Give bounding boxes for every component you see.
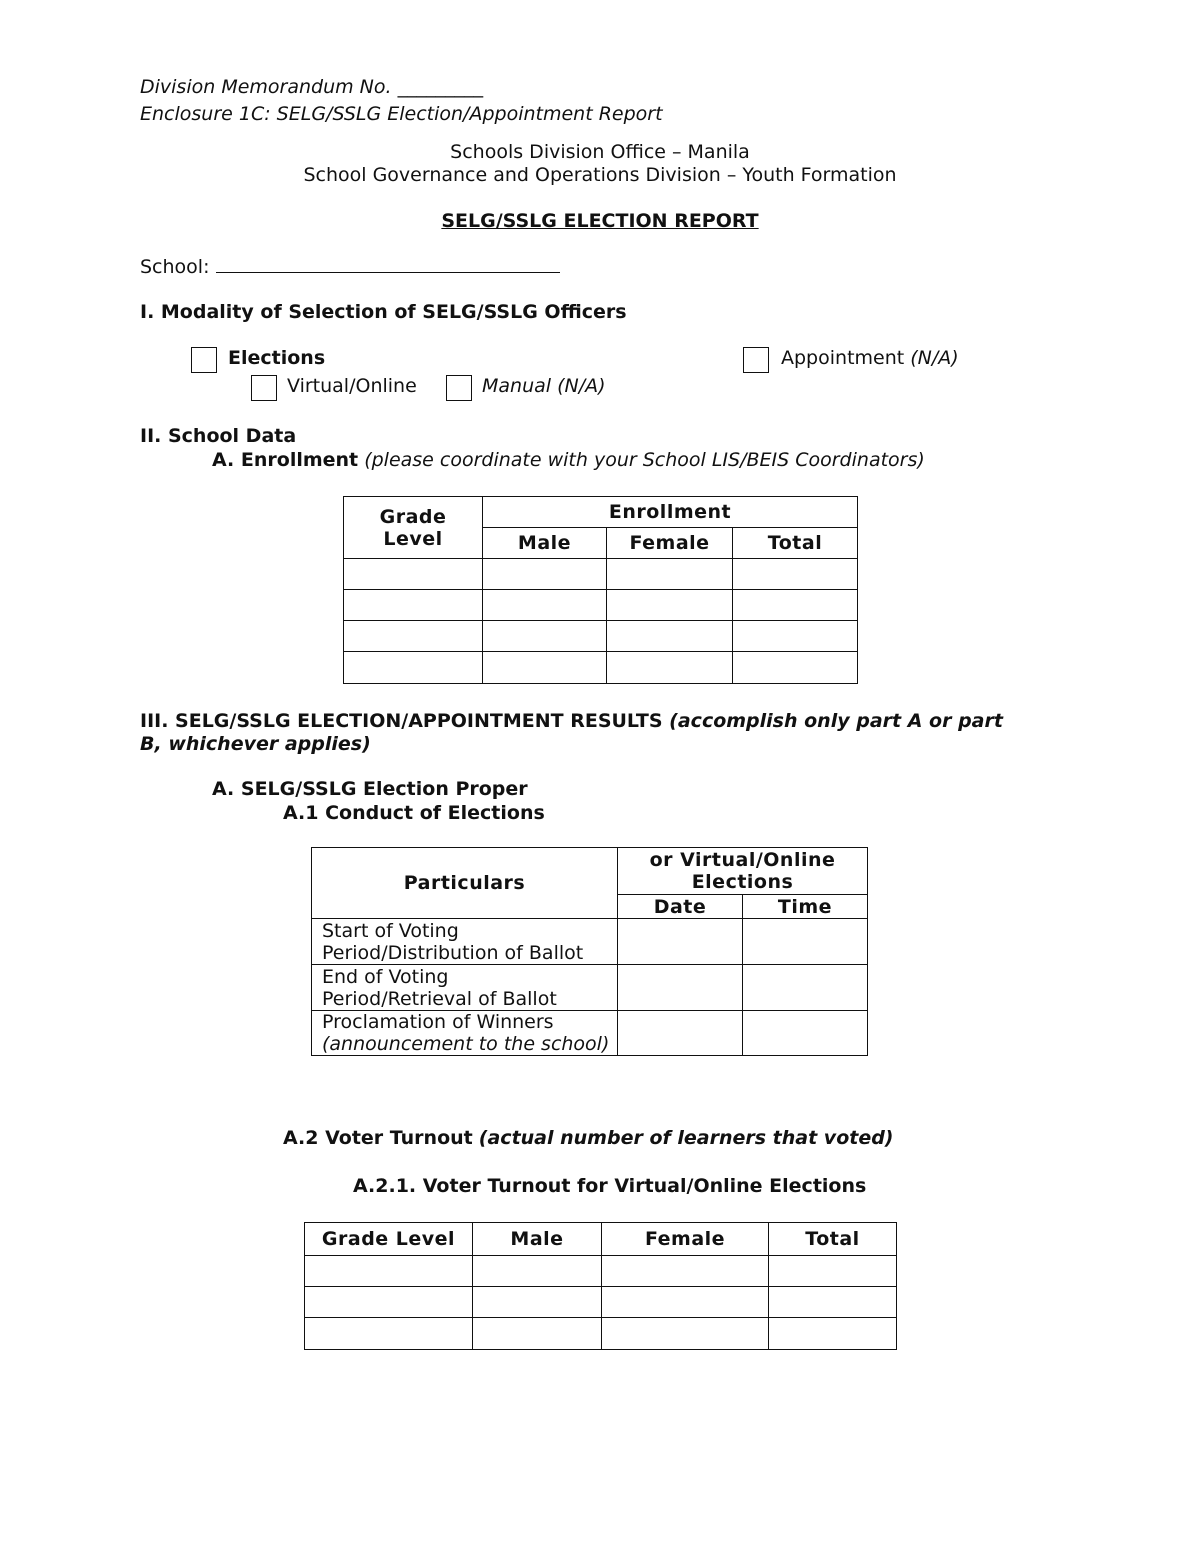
school-input-line[interactable] — [216, 272, 560, 273]
elections-label: Elections — [228, 347, 326, 369]
part-a-heading: A. SELG/SSLG Election Proper — [212, 778, 528, 800]
table-cell[interactable] — [607, 621, 733, 652]
table-cell[interactable] — [305, 1256, 473, 1287]
memo-number: Division Memorandum No. _________ — [140, 76, 484, 98]
female-header: Female — [607, 528, 733, 559]
table-cell[interactable] — [769, 1318, 897, 1350]
particular-line: Period/Retrieval of Ballot — [322, 987, 557, 1010]
table-row — [344, 652, 858, 684]
appointment-note: (N/A) — [910, 347, 959, 369]
a2-note: (actual number of learners that voted) — [478, 1127, 894, 1149]
table-cell[interactable] — [602, 1256, 769, 1287]
table-cell[interactable] — [483, 652, 607, 684]
table-row — [344, 559, 858, 590]
table-cell[interactable] — [602, 1287, 769, 1318]
enclosure-label: Enclosure 1C: SELG/SSLG Election/Appointment Report — [140, 103, 663, 125]
table-cell[interactable] — [607, 590, 733, 621]
enrollment-note: (please coordinate with your School LIS/BEIS Coordinators) — [364, 449, 925, 471]
appointment-label: Appointment — [781, 347, 905, 369]
conduct-table — [311, 847, 868, 1056]
virtual-checkbox[interactable] — [251, 375, 277, 401]
table-row — [312, 965, 868, 1011]
time-cell[interactable] — [743, 1011, 868, 1056]
section-2-heading: II. School Data — [140, 425, 297, 447]
table-cell[interactable] — [344, 652, 483, 684]
female-header: Female — [602, 1223, 769, 1256]
elections-checkbox[interactable] — [191, 347, 217, 373]
table-cell[interactable] — [733, 652, 858, 684]
grade-level-header: Grade Level — [305, 1223, 473, 1256]
division-name: School Governance and Operations Division – Youth Formation — [303, 164, 897, 186]
table-cell[interactable] — [473, 1256, 602, 1287]
a2-heading — [283, 1127, 894, 1149]
particular-line: Period/Distribution of Ballot — [322, 941, 584, 964]
table-cell[interactable] — [483, 559, 607, 590]
virtual-elections-header: or Virtual/Online Elections — [618, 848, 868, 895]
section-1-heading: I. Modality of Selection of SELG/SSLG Officers — [140, 301, 627, 323]
male-header: Male — [473, 1223, 602, 1256]
particular-cell — [312, 1011, 618, 1056]
table-cell[interactable] — [607, 559, 733, 590]
table-cell[interactable] — [344, 559, 483, 590]
table-cell[interactable] — [602, 1318, 769, 1350]
total-header: Total — [733, 528, 858, 559]
grade-level-header: Grade Level — [344, 497, 483, 559]
date-cell[interactable] — [618, 919, 743, 965]
turnout-table — [304, 1222, 897, 1350]
enrollment-header: Enrollment — [483, 497, 858, 528]
time-header: Time — [743, 895, 868, 919]
table-cell[interactable] — [344, 621, 483, 652]
total-header: Total — [769, 1223, 897, 1256]
particular-line: End of Voting — [322, 965, 449, 988]
male-header: Male — [483, 528, 607, 559]
section-3-note-2: B, whichever applies) — [140, 733, 371, 755]
table-cell[interactable] — [344, 590, 483, 621]
particular-line: (announcement to the school) — [322, 1033, 610, 1055]
table-row — [305, 1287, 897, 1318]
table-row — [344, 621, 858, 652]
table-cell[interactable] — [733, 590, 858, 621]
table-row — [305, 1256, 897, 1287]
date-cell[interactable] — [618, 1011, 743, 1056]
section-3-title: III. SELG/SSLG ELECTION/APPOINTMENT RESULTS — [140, 710, 663, 732]
table-row — [344, 590, 858, 621]
particular-cell — [312, 965, 618, 1011]
table-row — [312, 1011, 868, 1056]
section-3-note-1: (accomplish only part A or part — [669, 710, 1003, 732]
a21-heading: A.2.1. Voter Turnout for Virtual/Online Elections — [353, 1175, 867, 1197]
page-title: SELG/SSLG ELECTION REPORT — [441, 210, 759, 232]
time-cell[interactable] — [743, 919, 868, 965]
manual-checkbox[interactable] — [446, 375, 472, 401]
appointment-label-wrap — [781, 347, 959, 369]
office-name: Schools Division Office – Manila — [450, 141, 750, 163]
enrollment-heading — [212, 449, 925, 471]
table-cell[interactable] — [483, 590, 607, 621]
table-row — [312, 919, 868, 965]
table-row — [305, 1318, 897, 1350]
table-cell[interactable] — [733, 621, 858, 652]
enrollment-table — [343, 496, 858, 684]
particular-cell — [312, 919, 618, 965]
section-3-heading — [140, 710, 1003, 732]
table-cell[interactable] — [473, 1287, 602, 1318]
school-field — [140, 256, 560, 278]
particular-line: Start of Voting — [322, 919, 459, 942]
table-cell[interactable] — [473, 1318, 602, 1350]
a1-heading: A.1 Conduct of Elections — [283, 802, 545, 824]
table-cell[interactable] — [733, 559, 858, 590]
school-label: School: — [140, 256, 210, 278]
a2-label: A.2 Voter Turnout — [283, 1127, 473, 1149]
manual-label: Manual (N/A) — [482, 375, 606, 397]
virtual-label: Virtual/Online — [287, 375, 417, 397]
appointment-checkbox[interactable] — [743, 347, 769, 373]
time-cell[interactable] — [743, 965, 868, 1011]
particulars-header: Particulars — [312, 848, 618, 919]
particular-line: Proclamation of Winners — [322, 1011, 554, 1033]
table-cell[interactable] — [483, 621, 607, 652]
table-cell[interactable] — [769, 1256, 897, 1287]
date-header: Date — [618, 895, 743, 919]
table-cell[interactable] — [607, 652, 733, 684]
date-cell[interactable] — [618, 965, 743, 1011]
table-cell[interactable] — [769, 1287, 897, 1318]
enrollment-label: A. Enrollment — [212, 449, 359, 471]
table-cell[interactable] — [305, 1287, 473, 1318]
table-cell[interactable] — [305, 1318, 473, 1350]
